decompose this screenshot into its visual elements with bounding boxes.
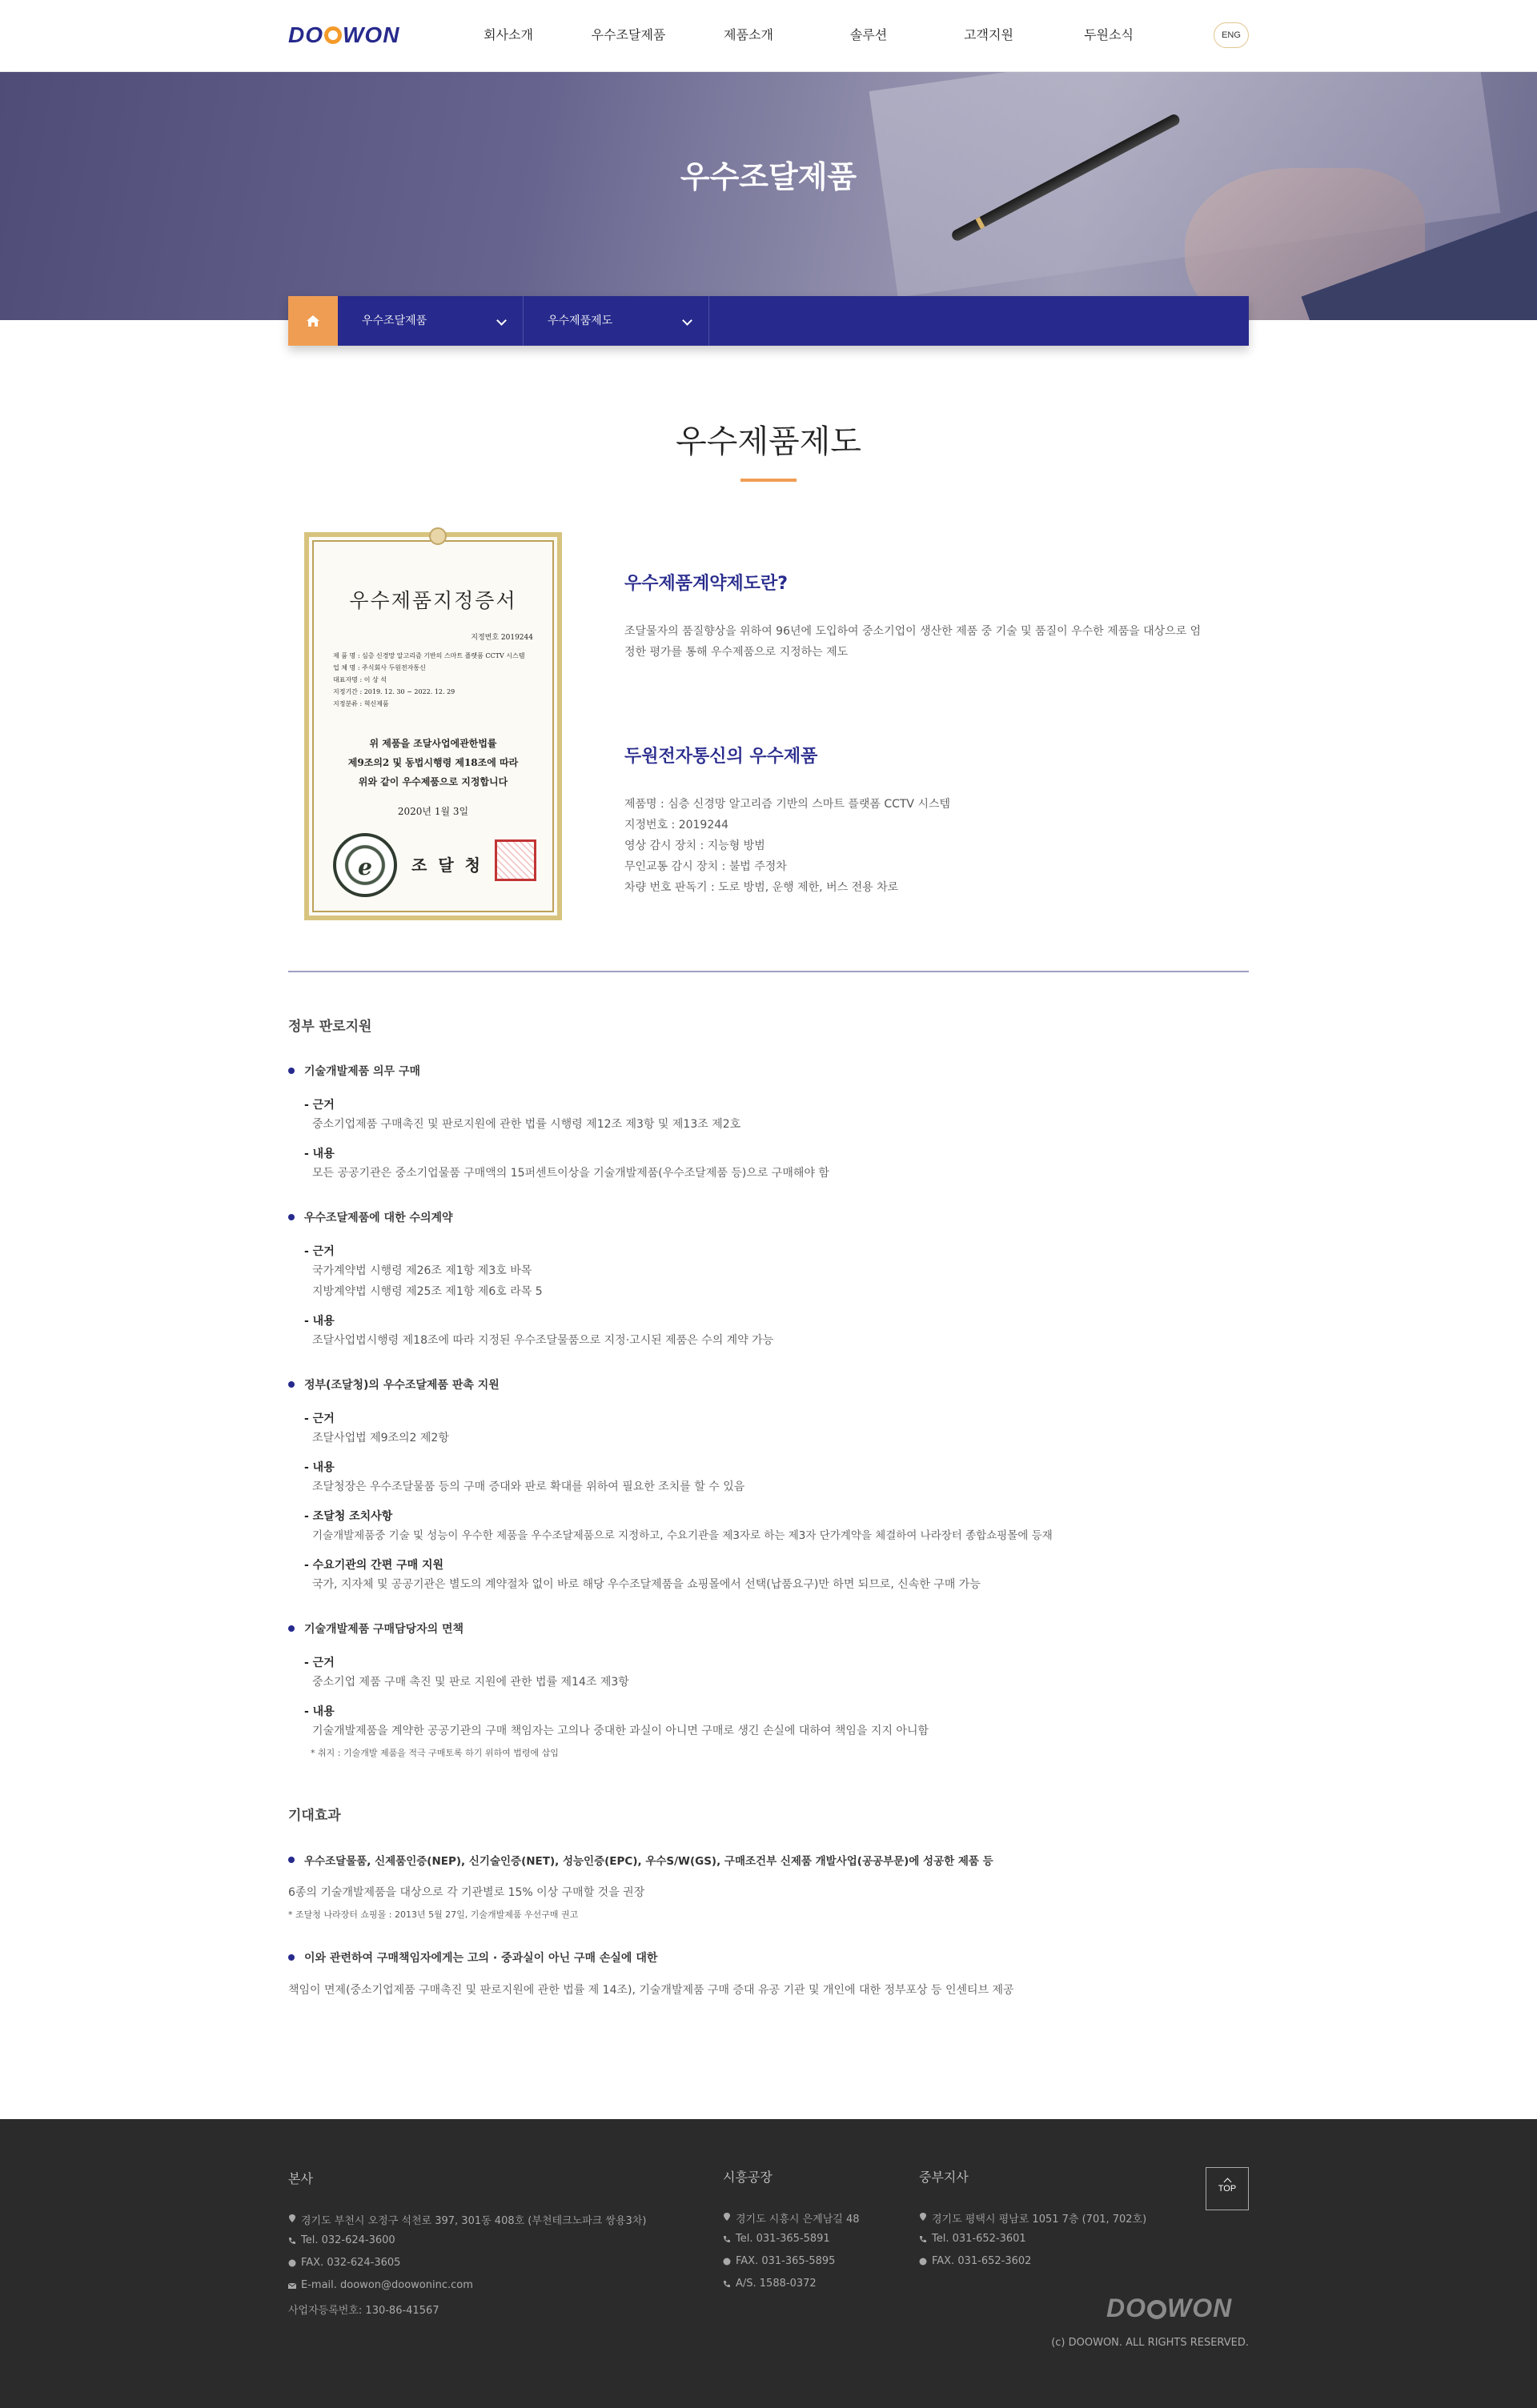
product-details <box>624 794 950 898</box>
support-text: 조달사업법 제9조의2 제2항 <box>312 1432 449 1444</box>
certificate-line: 업 체 명 : 주식회사 두원전자통신 <box>333 664 426 671</box>
chevron-down-icon <box>496 315 507 326</box>
nav-item-products[interactable]: 제품소개 <box>724 27 773 42</box>
breadcrumb-select-page[interactable] <box>524 296 709 346</box>
footer-tel <box>288 2234 395 2246</box>
footer-as <box>723 2278 817 2290</box>
support-text: 중소기업 제품 구매 촉진 및 판로 지원에 관한 법률 제14조 제3항 <box>312 1676 629 1689</box>
intro-text-line: 정한 평가를 통해 우수제품으로 지정하는 제도 <box>624 646 849 659</box>
red-stamp-icon <box>495 839 536 881</box>
support-text: 조달청장은 우수조달물품 등의 구매 증대와 판로 확대를 위하여 필요한 조치를 할 수 있음 <box>312 1480 745 1493</box>
support-label: - 내용 <box>304 1705 335 1718</box>
footer-fax <box>723 2255 835 2267</box>
footer-branch-title: 중부지사 <box>919 2170 969 2185</box>
phone-icon <box>723 2235 731 2243</box>
footer-text: FAX. 031-652-3602 <box>932 2255 1032 2267</box>
main-nav <box>448 0 1169 72</box>
support-label: - 근거 <box>304 1412 335 1425</box>
intro-heading: 우수제품계약제도란? <box>624 574 789 594</box>
footer-address <box>723 2210 860 2226</box>
support-text: 국가계약법 시행령 제26조 제1항 제3호 바목 <box>312 1264 532 1277</box>
product-line: 제품명 : 심층 신경망 알고리즘 기반의 스마트 플랫폼 CCTV 시스템 <box>624 798 951 811</box>
title-underline <box>740 479 797 482</box>
effect-note: * 조달청 나라장터 쇼핑몰 : 2013년 5월 27일, 기술개발제품 우선구매 권고 <box>288 1909 579 1920</box>
page-title: 우수제품제도 <box>676 423 861 460</box>
phone-icon <box>919 2235 927 2243</box>
banner-title: 우수조달제품 <box>680 159 857 194</box>
product-line: 차량 번호 판독기 : 도로 방범, 운행 제한, 버스 전용 차로 <box>624 881 899 894</box>
footer-text: 경기도 시흥시 은계남길 48 <box>736 2214 860 2226</box>
location-icon <box>919 2213 927 2221</box>
support-text: 모든 공공기관은 중소기업물품 구매액의 15퍼센트이상을 기술개발제품(우수조달제품 등)으로 구매해야 함 <box>312 1167 829 1180</box>
support-label: - 근거 <box>304 1099 335 1112</box>
scroll-top-button[interactable]: TOP <box>1206 2167 1249 2210</box>
certificate-number: 지정번호 2019244 <box>471 634 533 642</box>
support-text: 지방계약법 시행령 제25조 제1항 제6호 라목 5 <box>312 1285 543 1298</box>
effect-bullet: 우수조달물품, 신제품인증(NEP), 신기술인증(NET), 성능인증(EPC), 우수S/W(GS), 구매조건부 신제품 개발사업(공공부문)에 성공한 제품 등 <box>288 1852 993 1868</box>
footer-fax <box>288 2257 400 2269</box>
logo[interactable]: DO WON <box>288 22 400 47</box>
certificate-image <box>304 532 562 920</box>
footer-address <box>288 2212 646 2227</box>
intro-text-line: 조달물자의 품질향상을 위하여 96년에 도입하여 중소기업이 생산한 제품 중 기술 및 품질이 우수한 제품을 대상으로 엄 <box>624 625 1202 638</box>
mail-icon <box>288 2282 296 2290</box>
fax-icon <box>288 2259 296 2267</box>
support-group-heading: 우수조달제품에 대한 수의계약 <box>288 1209 453 1225</box>
chevron-down-icon <box>682 315 692 326</box>
nav-item-procurement[interactable]: 우수조달제품 <box>591 27 666 42</box>
breadcrumb-select-category[interactable] <box>338 296 524 346</box>
support-title: 정부 판로지원 <box>288 1019 372 1035</box>
support-label: - 수요기관의 간편 구매 지원 <box>304 1559 444 1572</box>
phone-icon <box>288 2237 296 2245</box>
support-label: - 내용 <box>304 1461 335 1474</box>
certificate-body-line: 위 제품을 조달사업에관한법률 <box>369 738 497 749</box>
certificate-line: 지정기간 : 2019. 12. 30 ~ 2022. 12. 29 <box>333 688 455 695</box>
location-icon <box>723 2213 731 2221</box>
certificate-fields <box>333 650 533 710</box>
footer-text: Tel. 031-365-5891 <box>736 2233 830 2245</box>
support-group-heading: 기술개발제품 의무 구매 <box>288 1063 420 1079</box>
nav-item-news[interactable]: 두원소식 <box>1084 27 1134 42</box>
effect-text: 6종의 기술개발제품을 대상으로 각 기관별로 15% 이상 구매할 것을 권장 <box>288 1886 645 1899</box>
product-line: 지정번호 : 2019244 <box>624 819 729 831</box>
footer-tel <box>723 2233 830 2245</box>
footer-text: FAX. 032-624-3605 <box>301 2257 401 2269</box>
phone-icon <box>723 2280 731 2288</box>
certificate-body-line: 위와 같이 우수제품으로 지정합니다 <box>358 776 508 787</box>
support-label: - 근거 <box>304 1245 335 1258</box>
divider <box>288 971 1249 972</box>
footer-tel <box>919 2233 1026 2245</box>
product-line: 영상 감시 장치 : 지능형 방범 <box>624 839 765 852</box>
certificate-line: 지정분류 : 혁신제품 <box>333 700 389 707</box>
hero-banner <box>0 72 1537 320</box>
product-heading: 두원전자통신의 우수제품 <box>624 747 818 767</box>
medal-icon <box>429 527 447 545</box>
nav-item-company[interactable]: 회사소개 <box>484 27 533 42</box>
support-label: - 근거 <box>304 1657 335 1669</box>
certificate-line: 대표자명 : 이 상 석 <box>333 676 387 683</box>
seal-letter: e <box>358 854 372 880</box>
certificate-body <box>333 734 533 791</box>
support-group-heading: 기술개발제품 구매담당자의 면책 <box>288 1621 464 1637</box>
certificate-line: 제 품 명 : 심층 신경망 알고리즘 기반의 스마트 플랫폼 CCTV 시스템 <box>333 652 525 659</box>
breadcrumb-label: 우수제품제도 <box>548 315 613 327</box>
support-label: - 내용 <box>304 1148 335 1160</box>
certificate-date: 2020년 1월 3일 <box>397 806 469 817</box>
procurement-seal-icon <box>333 833 397 897</box>
support-text: 국가, 지자체 및 공공기관은 별도의 계약절차 없이 바로 해당 우수조달제품을 쇼핑몰에서 선택(납품요구)만 하면 되므로, 신속한 구매 가능 <box>312 1578 981 1591</box>
footer-business-number: 사업자등록번호: 130-86-41567 <box>288 2305 439 2317</box>
nav-item-solutions[interactable]: 솔루션 <box>849 27 888 42</box>
home-button[interactable] <box>288 296 338 346</box>
language-button[interactable]: ENG <box>1214 22 1249 48</box>
footer-logo: DO WON <box>1106 2294 1233 2322</box>
footer-email <box>288 2279 473 2291</box>
certificate-agency: 조달청 <box>411 855 492 875</box>
intro-text <box>624 621 1257 663</box>
copyright: (c) DOOWON. ALL RIGHTS RESERVED. <box>1051 2337 1249 2349</box>
location-icon <box>288 2214 296 2222</box>
footer-text: E-mail. doowon@doowoninc.com <box>301 2279 473 2291</box>
footer-factory-title: 시흥공장 <box>723 2170 773 2185</box>
footer-fax <box>919 2255 1031 2267</box>
support-label: - 내용 <box>304 1315 335 1328</box>
home-icon <box>306 315 320 327</box>
breadcrumb <box>288 296 1249 346</box>
support-text: 기술개발제품을 계약한 공공기관의 구매 책임자는 고의나 중대한 과실이 아니면 구매로 생긴 손실에 대하여 책임을 지지 아니함 <box>312 1725 929 1737</box>
support-text: 중소기업제품 구매촉진 및 판로지원에 관한 법률 시행령 제12조 제3항 및 제13조 제2호 <box>312 1118 741 1131</box>
footer-text: FAX. 031-365-5895 <box>736 2255 836 2267</box>
nav-item-support[interactable]: 고객지원 <box>964 27 1013 42</box>
footer-text: 경기도 부천시 오정구 석천로 397, 301동 408호 (부천테크노파크 쌍용3차) <box>301 2215 647 2227</box>
footer-text: A/S. 1588-0372 <box>736 2278 817 2290</box>
support-note: * 취지 : 기술개발 제품을 적극 구매토록 하기 위하여 법령에 삽입 <box>311 1748 559 1758</box>
fax-icon <box>919 2258 927 2266</box>
effect-title: 기대효과 <box>288 1808 341 1824</box>
header <box>0 0 1537 72</box>
effect-text: 책임이 면제(중소기업제품 구매촉진 및 판로지원에 관한 법률 제 14조), 기술개발제품 구매 증대 유공 기관 및 개인에 대한 정부포상 등 인센티브 제공 <box>288 1984 1014 1997</box>
certificate-body-line: 제9조의2 및 동법시행령 제18조에 따라 <box>347 757 519 768</box>
support-group-heading: 정부(조달청)의 우수조달제품 판촉 지원 <box>288 1376 500 1392</box>
product-line: 무인교통 감시 장치 : 불법 주정차 <box>624 860 787 873</box>
effect-bullet: 이와 관련하여 구매책임자에게는 고의 · 중과실이 아닌 구매 손실에 대한 <box>288 1949 657 1965</box>
support-text: 조달사업법시행령 제18조에 따라 지정된 우수조달물품으로 지정·고시된 제품은 수의 계약 가능 <box>312 1334 774 1347</box>
footer-address <box>919 2210 1146 2226</box>
breadcrumb-label: 우수조달제품 <box>362 315 427 327</box>
fax-icon <box>723 2258 731 2266</box>
support-label: - 조달청 조치사항 <box>304 1510 393 1523</box>
footer-text: Tel. 032-624-3600 <box>301 2234 395 2246</box>
footer-text: Tel. 031-652-3601 <box>932 2233 1026 2245</box>
footer-text: 경기도 평택시 평남로 1051 7층 (701, 702호) <box>932 2214 1147 2226</box>
footer-hq-title: 본사 <box>288 2171 313 2186</box>
support-text: 기술개발제품중 기술 및 성능이 우수한 제품을 우수조달제품으로 지정하고, 수요기관을 제3자로 하는 제3자 단가계약을 체결하여 나라장터 종합쇼핑몰에 등재 <box>312 1529 1053 1542</box>
certificate-title: 우수제품지정증서 <box>349 589 517 612</box>
